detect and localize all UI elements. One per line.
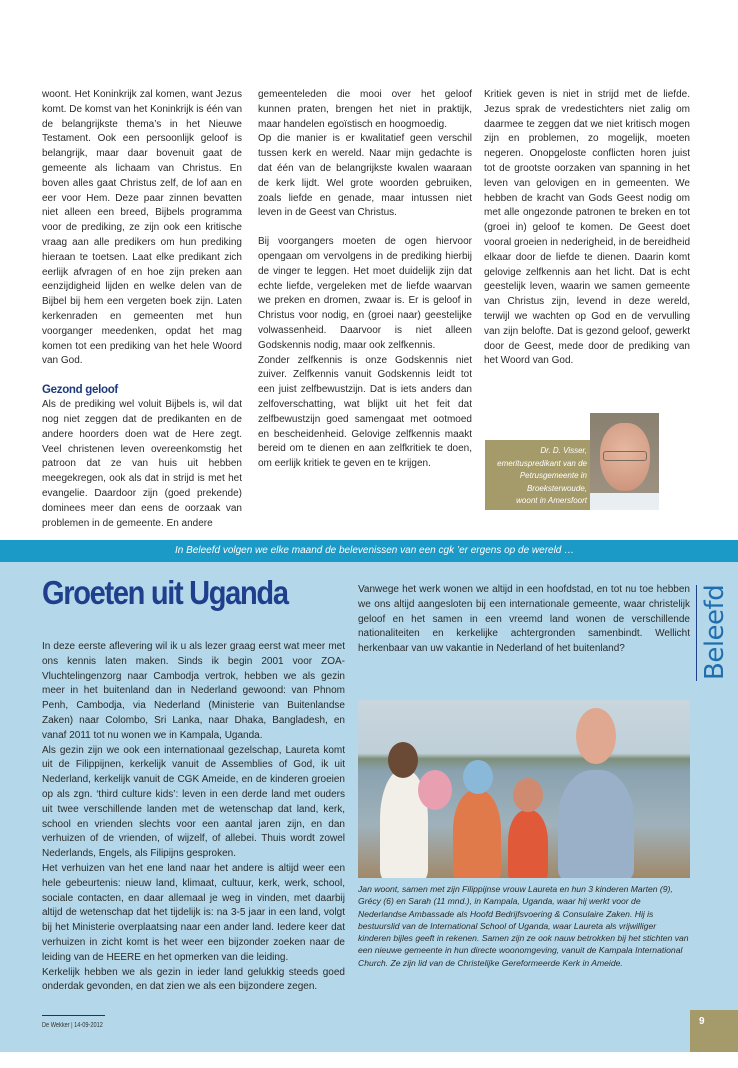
paragraph: gemeenteleden die mooi over het geloof kunnen praten, brengen het niet in praktijk, maar handelen egoïstisch en hoogmoedig.	[258, 89, 472, 130]
paragraph: Kritiek geven is niet in strijd met de liefde. Jezus sprak de vredestichters niet zalig om daarmee te zeggen dat we niet kritisch mogen zijn en problemen, zo mogelijk, moeten negeren. Onopgeloste conflicten horen juist tot de grootste oorzaken van spanning in het leven van gelovigen en in gemeenten. We hebben de kracht van Gods Geest nodig om met alle ongezonde patronen te breken en tot (groei in) geloof te komen. De Geest doet vooral groeien in nederigheid, in de bereidheid elkaar door de liefde te dienen. Daarin komt gelovige zelfkennis aan het licht. Dat is echt geestelijk leven, waarin we samen gemeente van Christus zijn, levend in deze wereld, terwijl we wachten op God en de vervulling van zijn belofte. Dat is gezond geloof, gewerkt door de Geest, mede door de prediking van het Woord van God.	[484, 89, 690, 367]
author-line: Broeksterwoude,	[526, 483, 587, 493]
paragraph: In deze eerste aflevering wil ik u als lezer graag eerst wat meer met ons kennis laten maken. Sinds ik begin 2001 voor ZOA-Vluchtelingenzorg naar Cambodja vertrok, hebben we als gezin meer in het buitenland dan in Nederland gewoond: van Phnom Penh, Cambodja, via Nederland (Ministerie van Buitenlandse Zaken) naar Colombo, Sri Lanka, naar Dhaka, Bangladesh, en vanaf 2011 tot nu wonen we in Kampala, Uganda.	[42, 641, 345, 741]
article-title: Groeten uit Uganda	[42, 574, 288, 611]
article-column-2	[258, 88, 472, 472]
article-column-1	[42, 88, 242, 531]
author-caption	[485, 440, 592, 510]
page-number: 9	[690, 1010, 738, 1052]
author-line: Petrusgemeente in	[519, 471, 587, 480]
paragraph: Kerkelijk hebben we als gezin in ieder land gelukkig steeds goed onderdak gevonden, en dat zien we als een bijzondere zegen.	[42, 966, 345, 993]
paragraph: Als gezin zijn we ook een internationaal gezelschap, Laureta komt uit de Filippijnen, kerkelijk vanuit de Assemblies of God, ik uit Nederland, kerkelijk vanuit de CGK Ameide, en de kinderen groeien op als zgn. ‘third culture kids’: leven in een derde land met ouders uit twee verschillende landen met de wetenschap dat land, kerk, school en vrienden slechts voor een aantal jaren zijn, en dan verhuizen of de vrienden, of wijzelf, of allebei. Thuis wordt zowel Nederlands, Engels, als Filipijns gesproken.	[42, 744, 345, 860]
paragraph: woont. Het Koninkrijk zal komen, want Jezus komt. De komst van het Koninkrijk is één van de belangrijkste thema’s in het Nieuwe Testament. Ook een persoonlijk geloof is belangrijk, maar daar bovenuit gaat de gemeente als lichaam van Christus. En boven alles gaat Christus zelf, de lof aan en eer voor Hem. Deze paar zinnen bevatten niet alleen een breed, Bijbels programma voor de prediking, ze zijn ook een kritische vraag aan alle predikers om hun prediking hieraan te toetsen. Laat elke predikant zich eerlijk afvragen of en hoe zijn preken aan eenzijdigheid lijden en welke delen van de Bijbel bij hem een vergeten boek zijn. Laten kerkenraden en gemeenten met hun voorganger meedenken, opdat het mag komen tot een prediking van het hele Woord van God.	[42, 89, 242, 367]
subheading: Gezond geloof	[42, 384, 118, 397]
section-label: Beleefd	[700, 584, 730, 680]
paragraph: Op die manier is er kwalitatief geen verschil tussen kerk en wereld. Naar mijn gedachte is dat één van de belangrijkste kwalen waaraan de kerk lijdt. Wel grote woorden gebruiken, zoals liefde en genade, maar intussen niet leven in de Geest van Christus.	[258, 133, 472, 219]
author-name: Dr. D. Visser,	[540, 446, 587, 455]
footer-publication: De Wekker | 14-09-2012	[42, 1022, 103, 1029]
author-line: woont in Amersfoort	[516, 496, 587, 505]
paragraph: Als de prediking wel voluit Bijbels is, wil dat nog niet zeggen dat de predikanten en de andere hoorders doen wat de Here zegt. Veel christenen leven overeenkomstig het patroon dat ze van huis uit hebben meegekregen, ook als dat in strijd is met het evangelie. Daardoor zijn (goed prekende) dominees meer dan eens de oorzaak van problemen in de gemeente. En andere	[42, 399, 242, 529]
author-line: emerituspredikant van de	[497, 458, 587, 468]
paragraph: Het verhuizen van het ene land naar het andere is altijd weer een hele gebeurtenis: nieuw land, klimaat, cultuur, kerk, werk, school, sociale contacten, en daar allemaal je weg in vinden, met daarbij altijd de wetenschap dat het tijdelijk is: na 3-5 jaar in een land, volgt bij het Ministerie overplaatsing naar een ander land. Iedere keer dat verhuizen in zicht komt is het weer een bijzonder zoeken naar de leiding van de HEERE en het opmerken van die leiding.	[42, 862, 345, 963]
family-photo	[358, 700, 690, 878]
paragraph: Zonder zelfkennis is onze Godskennis niet zuiver. Zelfkennis vanuit Godskennis leidt tot een juist zelfbewustzijn. Dat is iets anders dan zelfoverschatting, wat blijkt uit het feit dat zelfbewustzijn goed samengaat met ootmoed en bescheidenheid. Gelovige zelfkennis maakt bereid om te dienen en aan zelfkritiek te doen, om eerlijk kritiek te geven en te krijgen.	[258, 354, 472, 470]
uganda-column-right	[358, 583, 690, 657]
footer-rule	[42, 1015, 105, 1016]
photo-caption: Jan woont, samen met zijn Filippijnse vrouw Laureta en hun 3 kinderen Marten (9), Grécy (6) en Sarah (11 mnd.), in Kampala, Uganda, waar hij werkt voor de Nederlandse Ambassade als Hoofd Bedrijfsvoering & Consulaire Zaken. Hij is bestuurslid van de International School of Uganda, waar Laureta als vrijwilliger kinderen bijles geeft in rekenen. Samen zijn ze ook nauw betrokken bij het stichten van een nieuwe gemeente in hun directe woonomgeving, vanuit de Kampala International Church. Ze zijn lid van de Christelijke Gereformeerde Kerk in Ameide.	[358, 884, 689, 968]
author-photo	[590, 413, 659, 510]
uganda-column-left	[42, 640, 345, 995]
paragraph: Vanwege het werk wonen we altijd in een hoofdstad, en tot nu toe hebben we ons altijd aangesloten bij een internationale gemeente, waar christelijk geloof en het samen in een vreemd land wonen de verschillende nationaliteiten en kerkelijke achtergronden samenbindt. Wellicht herkenbaar van uw vakantie in Nederland of het buitenland?	[358, 584, 690, 655]
paragraph: Bij voorgangers moeten de ogen hiervoor opengaan om vervolgens in de prediking hierbij de vinger te leggen. Het moet duidelijk zijn dat echte liefde, vergeleken met de liefde waarvan we preken en dromen, zwaar is. Er is geloof in Christus voor nodig, en (groei naar) geestelijke volwassenheid. Daarvoor is niet alleen Godskennis nodig, maar ook zelfkennis.	[258, 236, 472, 351]
article-column-3	[484, 88, 690, 369]
section-banner: In Beleefd volgen we elke maand de belevenissen van een cgk ’er ergens op de wereld …	[0, 540, 738, 562]
